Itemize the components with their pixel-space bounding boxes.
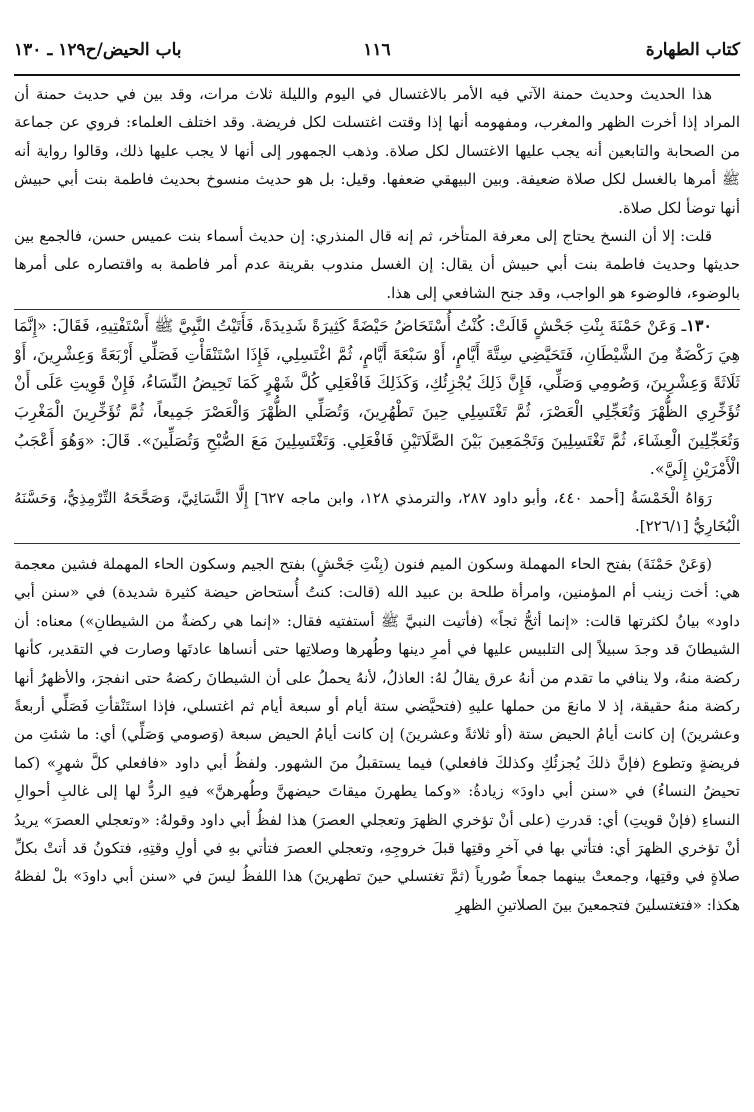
page-header [14,34,740,76]
section-divider [14,309,740,310]
author-note-paragraph: قلت: إلا أن النسخ يحتاج إلى معرفة المتأخر، ثم إنه قال المنذري: إن حديث أسماء بنت عميس حسن، فالجمع بين حديثها وحديث فاطمة بنت أبي حبيش أن يقال: إن الغسل مندوب بقرينة عدم أمر فاطمة به واقتصاره على أمرها بالوضوء، فالوضوء هو الواجب، وقد جنح الشافعي إلى هذا. [14,227,740,302]
hadith-text: ـ وَعَنْ حَمْنَةَ بِنْتِ جَحْشٍ قَالَتْ: كُنْتُ أُسْتَحَاضُ حَيْضَةً كَثِيرَةً شَدِيدَةً، فَأَتَيْتُ النَّبِيَّ ﷺ أَسْتَفْتِيهِ، فَقَالَ: «إِنَّمَا هِيَ رَكْضَةٌ مِنَ الشَّيْطَانِ، فَتَحَيَّضِي سِتَّةَ أَيَّامٍ، أَوْ سَبْعَةَ أَيَّامٍ، ثُمَّ اغْتَسِلِي، فَإِذَا اسْتَنْقَأْتِ فَصَلِّي أَرْبَعَةً وَعِشْرِينَ، أَوْ ثَلَاثَةً وَعِشْرِينَ، وَصُومِي وَصَلِّي، فَإِنَّ ذَلِكَ يُجْزِئُكِ، وَكَذَلِكَ فَافْعَلِي كُلَّ شَهْرٍ كَمَا تَحِيضُ النِّسَاءُ، فَإِنْ قَوِيتِ عَلَى أَنْ تُؤَخِّرِي الظُّهْرَ وَتُعَجِّلِي الْعَصْرَ، ثُمَّ تَغْتَسِلِي حِينَ تَطْهُرِينَ، وَتُصَلِّي الظُّهْرَ وَالْعَصْرَ جَمِيعاً، ثُمَّ تُؤَخِّرِينَ الْمَغْرِبَ وَتُعَجِّلِينَ الْعِشَاءَ، ثُمَّ تَغْتَسِلِينَ وَتَجْمَعِينَ بَيْنَ الصَّلَاتَيْنِ فَافْعَلِي. وَتَغْتَسِلِينَ مَعَ الصُّبْحِ وَتُصَلِّينَ». قَالَ: «وَهُوَ أَعْجَبُ الْأَمْرَيْنِ إِلَيَّ». [14,316,741,479]
chapter-reference: باب الحيض/ح١٢٩ ـ ١٣٠ [14,40,182,60]
commentary-paragraph: (وَعَنْ حَمْنَةَ) بفتح الحاء المهملة وسكون الميم فنون (بِنْتِ جَحْشٍ) بفتح الجيم وسكون الحاء المهملة فشين معجمة هي: أخت زينب أم المؤمنين، وامرأة طلحة بن عبيد الله (قالت: كنتُ أُستحاض حيضة كثيرة شديدة) في «سنن أبي داود» بيانُ لكثرتها قالت: «إنما أثجُّ ثجاً» (فأتيت النبيَّ ﷺ أستفتيه فقال: «إنما هي ركضةٌ من الشيطانِ») معناه: أن الشيطانَ قد وجدَ سبيلاً إلى التلبيس عليها في أمرِ دينها وطُهرها وصلاتِها حتى أنساها عادتَها وصارت في التقدير، كأنها ركضة منهُ، ولا ينافي ما تقدم من أنهُ عرق يقالُ لهُ: العاذلُ، لأنهُ يحملُ على أن الشيطانَ ركضهُ حتى انفجرَ، والأظهرُ أنها ركضة منهُ حقيقة، إذ لا مانعَ من حملها عليهِ (فتحيَّضي ستة أيام أو سبعة أيام ثم اغتسلي، فإذا استَنْقأتِ فَصَلِّي أربعةً وعشرينَ) إن كانت أيامُ الحيض ستة (أو ثلاثةً وعشرينَ) إن كانت أيامُ الحيض سبعة (وَصومي وَصَلِّي) أي: ما شئتِ من فريضةٍ وتطوع (فإنَّ ذلكَ يُجزئُكِ وكذلكَ فافعلي) فيما يستقبلُ منَ الشهور. ولفظُ أبي داود «فافعلي كلَّ شهرٍ» (كما تحيضُ النساءُ) في «سنن أبي داودَ» زيادةُ: «وكما يطهرنَ ميقاتَ حيضهنَّ وطُهرهنَّ» فيهِ الردُّ لها إلى غالبِ أحوالِ النساءِ (فإنْ قويتِ) أي: قدرتِ (على أنْ تؤخري الظهرَ وتعجلي العصرَ) هذا لفظُ أبي داود وقولهُ: «وتعجلي العصرَ» يريدُ أنْ تؤخري الظهرَ أي: فتأتي بها في آخرِ وقتِها قبلَ خروجِهِ، وتعجلي العصرَ فتأتي بهِ في أولِ وقتِهِ، فتكونُ قد أتتْ بكلِّ صلاةٍ في وقتِها، وجمعتْ بينهما جمعاً صُورياً (ثمَّ تغتسلي حينَ تطهرينَ) هذا اللفظُ ليسَ في «سنن أبي داودَ» بلْ لفظهُ هكذا: «فتغتسلينَ فتجمعينَ بينَ الصلاتينِ الظهرِ [14,555,740,914]
book-title: كتاب الطهارة [645,40,740,60]
takhrij-reference: رَوَاهُ الْخَمْسَةُ [أحمد ٤٤٠، وأبو داود ٢٨٧، والترمذي ١٢٨، وابن ماجه ٦٢٧] إِلَّا النَّسَائِيَّ، وَصَحَّحَهُ التِّرْمِذِيُّ، وَحَسَّنَهُ الْبُخَارِيُّ [٢٢٦/١]. [14,488,740,536]
hadith-block [14,312,740,484]
page-number: ١١٦ [363,40,391,60]
opening-paragraph: هذا الحديث وحديث حمنة الآتي فيه الأمر بالاغتسال في اليوم والليلة ثلاث مرات، وقد بين في حديث حمنة أن المراد إذا أخرت الظهر والمغرب، ومفهومه أنها إذا وقتت اغتسلت لكل فريضة. وقد اختلف العلماء: فروي عن جماعة من الصحابة والتابعين أنه يجب عليها الاغتسال لكل صلاة. وذهب الجمهور إلى أنها لا يجب عليها ذلك، وقالوا رواية أنه ﷺ أمرها بالغسل لكل صلاة ضعيفة. وبين البيهقي ضعفها. وقيل: بل هو حديث منسوخ بحديث فاطمة بنت أبي حبيش أنها توضأ لكل صلاة. [14,85,740,217]
commentary-divider [14,543,740,544]
page-content [14,80,740,919]
hadith-number: ١٣٠ [686,316,712,336]
